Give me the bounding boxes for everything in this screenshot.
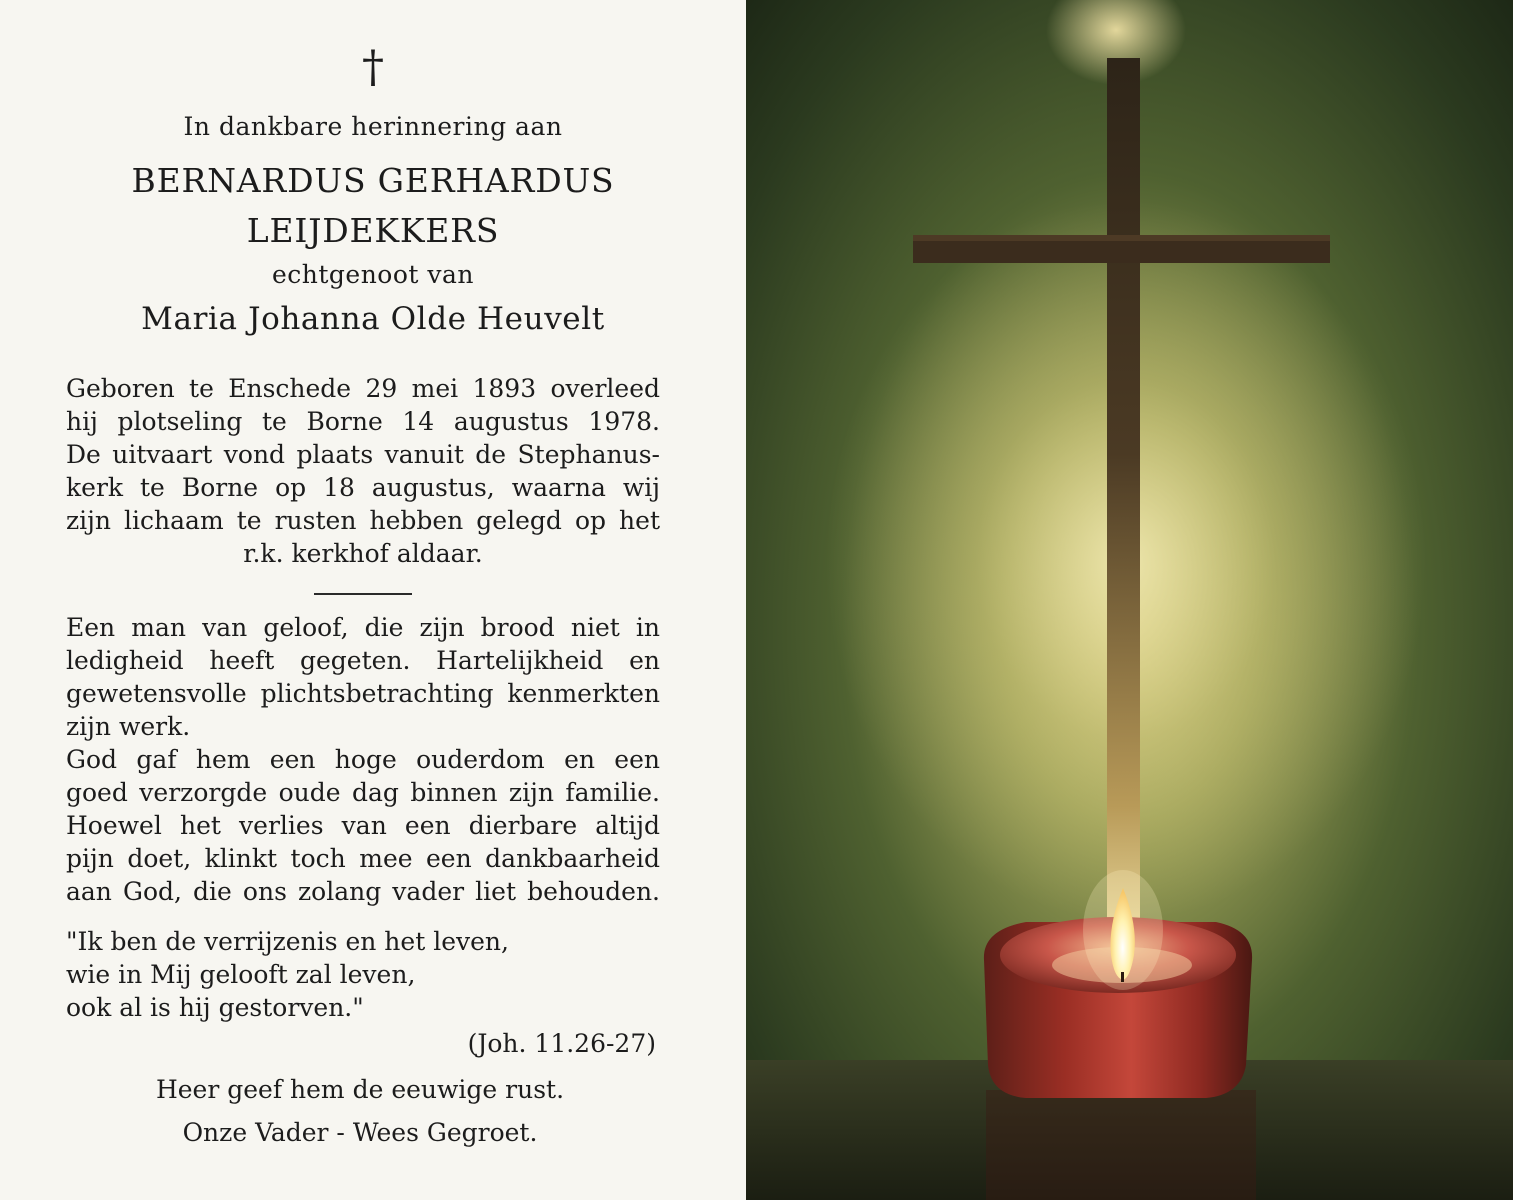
biography-line: hij plotseling te Borne 14 augustus 1978. bbox=[66, 407, 660, 436]
scripture-line: "Ik ben de verrijzenis en het leven, bbox=[66, 927, 509, 956]
photo-illustration bbox=[746, 0, 1513, 1200]
tribute-line: aan God, die ons zolang vader liet behouden. bbox=[66, 877, 660, 906]
tribute-line: zijn werk. bbox=[66, 712, 191, 741]
memorial-text-panel bbox=[0, 0, 746, 1200]
tribute-line: gewetensvolle plichtsbetrachting kenmerkten bbox=[66, 679, 660, 708]
closing-prayer-line: Onze Vader - Wees Gegroet. bbox=[182, 1118, 538, 1147]
biography-line: De uitvaart vond plaats vanuit de Stephanus- bbox=[66, 440, 660, 469]
spouse-name: Maria Johanna Olde Heuvelt bbox=[141, 301, 605, 337]
tribute-line: ledigheid heeft gegeten. Hartelijkheid en bbox=[66, 646, 660, 675]
intro-line: In dankbare herinnering aan bbox=[183, 112, 563, 141]
biography-line: r.k. kerkhof aldaar. bbox=[243, 539, 483, 568]
tribute-line: God gaf hem een hoge ouderdom en een bbox=[66, 745, 660, 774]
biography-line: kerk te Borne op 18 augustus, waarna wij bbox=[66, 473, 660, 502]
scripture-line: wie in Mij gelooft zal leven, bbox=[66, 960, 416, 989]
cross-candle-photo bbox=[746, 0, 1513, 1200]
closing-prayer-line: Heer geef hem de eeuwige rust. bbox=[155, 1075, 565, 1104]
biography-line: Geboren te Enschede 29 mei 1893 overleed bbox=[66, 374, 660, 403]
deceased-name-first: BERNARDUS GERHARDUS bbox=[131, 161, 615, 200]
scripture-reference: (Joh. 11.26-27) bbox=[467, 1029, 656, 1058]
spouse-label: echtgenoot van bbox=[271, 260, 475, 289]
tribute-line: pijn doet, klinkt toch mee een dankbaarheid bbox=[66, 844, 660, 873]
tribute-line: Hoewel het verlies van een dierbare altijd bbox=[66, 811, 660, 840]
scripture-line: ook al is hij gestorven." bbox=[66, 993, 364, 1022]
tribute-line: Een man van geloof, die zijn brood niet in bbox=[66, 613, 660, 642]
dagger-cross-icon: † bbox=[362, 42, 384, 93]
deceased-name-last: LEIJDEKKERS bbox=[246, 211, 500, 250]
candle-flame-icon bbox=[1083, 870, 1163, 990]
candle-reflection bbox=[986, 1090, 1256, 1200]
tribute-line: goed verzorgde oude dag binnen zijn familie. bbox=[66, 778, 660, 807]
section-divider bbox=[314, 593, 412, 595]
biography-line: zijn lichaam te rusten hebben gelegd op het bbox=[66, 506, 660, 535]
